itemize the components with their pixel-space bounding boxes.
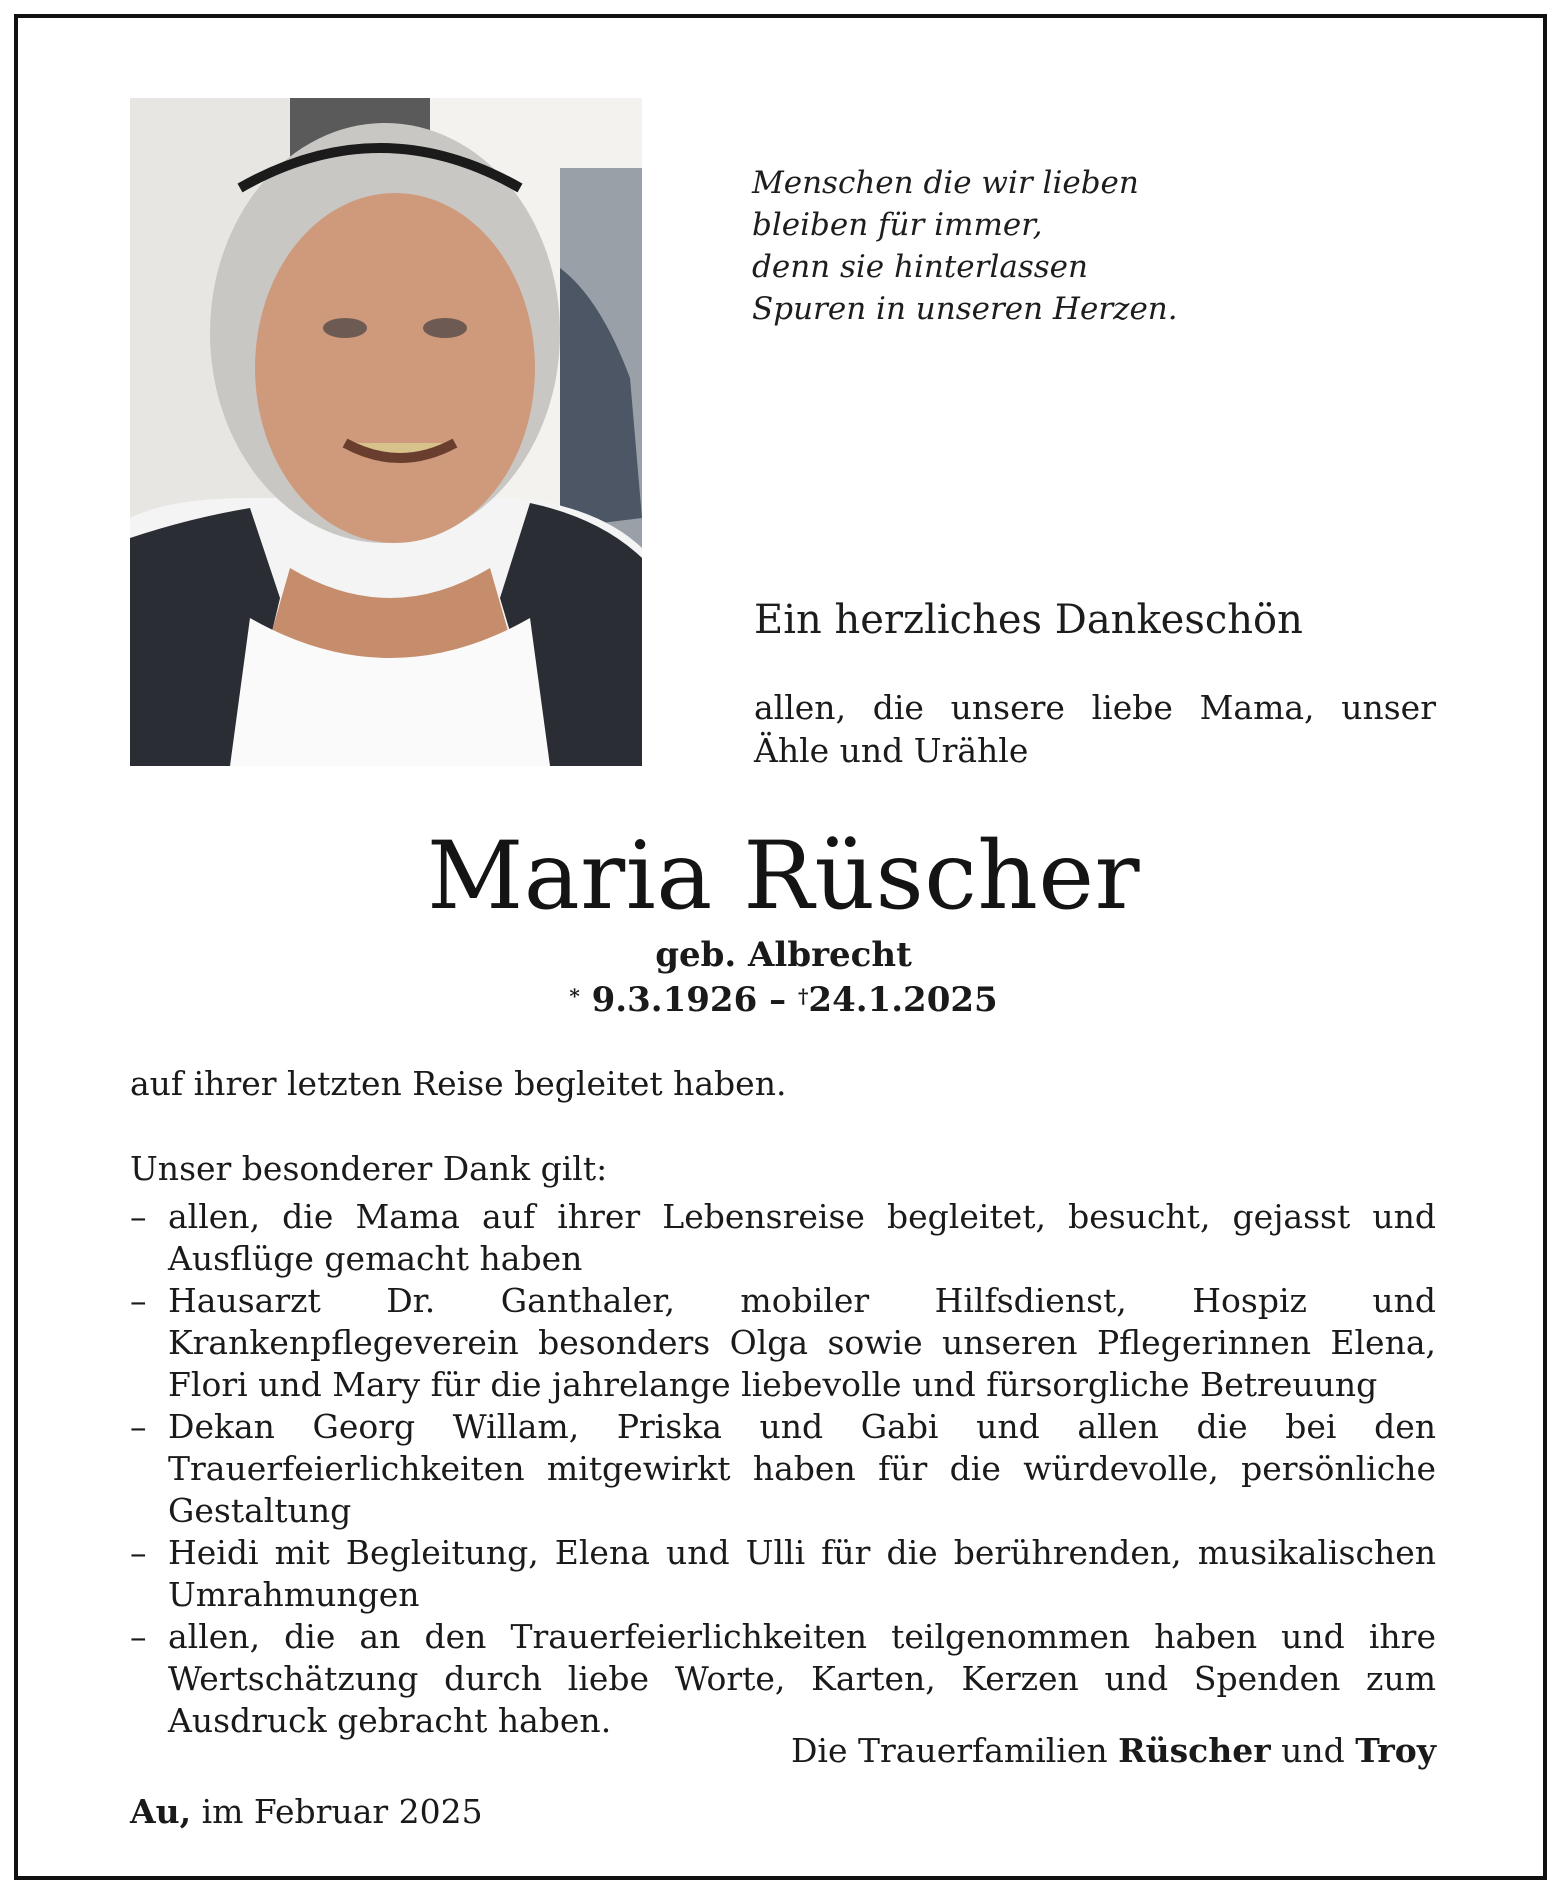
list-item <box>130 1616 1436 1742</box>
birth-name: geb. Albrecht <box>655 935 912 975</box>
last-journey-text: auf ihrer letzten Reise begleitet haben. <box>130 1064 787 1103</box>
intro-word: liebe <box>1091 688 1173 727</box>
list-item <box>130 1280 1436 1406</box>
portrait-image <box>130 98 642 766</box>
list-item-text: allen, die an den Trauerfeierlichkeiten teilgenommen haben und ihre Wertschätzung durch liebe Worte, Karten, Kerzen und Spenden zum Ausdruck gebracht haben. <box>168 1617 1436 1740</box>
intro-word: Mama, <box>1199 688 1315 727</box>
death-date: 24.1.2025 <box>808 980 998 1020</box>
life-dates <box>0 979 1567 1021</box>
thanks-intro <box>754 686 1436 772</box>
signature-conjunction: und <box>1281 1731 1345 1770</box>
list-item <box>130 1196 1436 1280</box>
birth-symbol: * <box>569 984 580 1008</box>
list-dash: – <box>130 1407 147 1446</box>
list-item <box>130 1532 1436 1616</box>
date-separator: – <box>769 980 787 1020</box>
place-date-text: im Februar 2025 <box>201 1792 483 1831</box>
list-dash: – <box>130 1281 147 1320</box>
thanks-intro-line1 <box>754 686 1436 729</box>
family-name-1: Rüscher <box>1118 1731 1271 1770</box>
signature-prefix: Die Trauerfamilien <box>790 1731 1108 1770</box>
thanks-list <box>130 1196 1436 1742</box>
deceased-name: Maria Rüscher <box>426 822 1140 931</box>
list-item-text: Hausarzt Dr. Ganthaler, mobiler Hilfsdienst, Hospiz und Krankenpflegeverein besonders Olga sowie unseren Pflegerinnen Elena, Flori und Mary für die jahrelange liebevolle und fürsorgliche Betreuung <box>168 1281 1436 1404</box>
poem-line: denn sie hinterlassen <box>752 249 1088 285</box>
intro-word: unsere <box>950 688 1065 727</box>
thanks-heading: Ein herzliches Dankeschön <box>754 597 1303 643</box>
poem-line: Menschen die wir lieben <box>752 165 1139 201</box>
birth-date: 9.3.1926 <box>591 980 758 1020</box>
list-dash: – <box>130 1533 147 1572</box>
portrait-photo <box>130 98 642 766</box>
list-item-text: Dekan Georg Willam, Priska und Gabi und allen die bei den Trauerfeierlichkeiten mitgewirkt haben für die würdevolle, persönliche Gestaltung <box>168 1407 1436 1530</box>
place-town: Au, <box>130 1792 192 1831</box>
intro-word: die <box>872 688 924 727</box>
memorial-poem <box>752 162 1178 330</box>
list-item-text: allen, die Mama auf ihrer Lebensreise begleitet, besucht, gejasst und Ausflüge gemacht haben <box>168 1197 1436 1278</box>
family-name-2: Troy <box>1355 1731 1436 1770</box>
death-symbol: † <box>797 984 809 1008</box>
family-signature <box>791 1731 1436 1770</box>
list-dash: – <box>130 1617 147 1656</box>
intro-word: allen, <box>754 688 847 727</box>
place-date <box>130 1792 483 1831</box>
intro-word: unser <box>1341 688 1436 727</box>
list-item <box>130 1406 1436 1532</box>
list-item-text: Heidi mit Begleitung, Elena und Ulli für die berührenden, musikalischen Umrahmungen <box>168 1533 1436 1614</box>
poem-line: Spuren in unseren Herzen. <box>752 291 1178 327</box>
list-dash: – <box>130 1197 147 1236</box>
poem-line: bleiben für immer, <box>752 207 1043 243</box>
special-thanks-heading: Unser besonderer Dank gilt: <box>130 1149 608 1188</box>
thanks-intro-line2: Ähle und Urähle <box>754 731 1029 770</box>
